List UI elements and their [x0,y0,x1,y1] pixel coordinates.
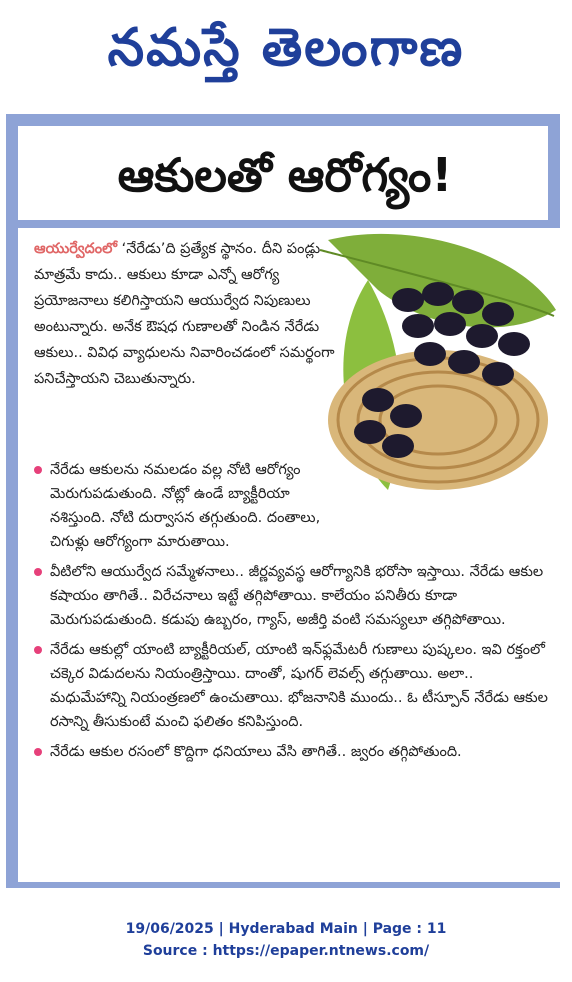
point-item [34,560,548,632]
lead-kicker: ఆయుర్వేదంలో [34,241,117,257]
article-headline: ఆకులతో ఆరోగ్యం! [117,148,453,202]
masthead-logo: నమస్తే తెలంగాణ [107,18,465,78]
point-item [34,458,328,554]
bullet-icon [34,466,42,474]
page-footer [0,918,572,962]
footer-source: Source : https://epaper.ntnews.com/ [142,943,430,959]
lead-body: ‘నేరేడు’ది ప్రత్యేక స్థానం. దీని పండ్లు మాత్రమే కాదు.. ఆకులు కూడా ఎన్నో ఆరోగ్య ప్రయోజనాలు కలిగిస్తాయని ఆయుర్వేద నిపుణులు అంటున్నారు. అనేక ఔషధ గుణాలతో నిండిన నేరేడు ఆకులు.. వివిధ వ్యాధులను నివారించడంలో సమర్థంగా పనిచేస్తాయని చెబుతున్నారు. [34,241,335,387]
bullet-icon [34,748,42,756]
bullet-icon [34,646,42,654]
article-lead [34,236,342,392]
footer-date-edition: 19/06/2025 | Hyderabad Main | Page : 11 [125,921,447,937]
point-text: నేరేడు ఆకులను నమలడం వల్ల నోటి ఆరోగ్యం మెరుగుపడుతుంది. నోట్లో ఉండే బ్యాక్టీరియా నశిస్తుంది. నోటి దుర్వాసన తగ్గుతుంది. దంతాలు, చిగుళ్లు ఆరోగ్యంగా మారుతాయి. [50,462,321,550]
frame-right-bar [548,114,560,228]
article-points [34,458,548,770]
bullet-icon [34,568,42,576]
frame-left-bar [6,114,18,886]
point-text: వీటిలోని ఆయుర్వేద సమ్మేళనాలు.. జీర్ణవ్యవస్థ ఆరోగ్యానికి భరోసా ఇస్తాయి. నేరేడు ఆకుల కషాయం తాగితే.. విరేచనాలు ఇట్టే తగ్గిపోతాయి. కాలేయం పనితీరు కూడా మెరుగుపడుతుంది. కడుపు ఉబ్బరం, గ్యాస్, అజీర్తి వంటి సమస్యలూ తగ్గిపోతాయి. [50,564,544,628]
point-item [34,638,548,734]
point-text: నేరేడు ఆకుల రసంలో కొద్దిగా ధనియాలు వేసి తాగితే.. జ్వరం తగ్గిపోతుంది. [50,744,462,760]
point-text: నేరేడు ఆకుల్లో యాంటి బ్యాక్టీరియల్, యాంటి ఇన్‌ఫ్లమేటరీ గుణాలు పుష్కలం. ఇవి రక్తంలో చక్కెర విడుదలను నియంత్రిస్తాయి. దాంతో, షుగర్ లెవల్స్ తగ్గుతాయి. అలా.. మధుమేహాన్ని నియంత్రణలో ఉంచుతాయి. భోజనానికి ముందు.. ఓ టీస్పూన్ నేరేడు ఆకుల రసాన్ని తీసుకుంటే మంచి ఫలితం కనిపిస్తుంది. [50,642,548,730]
frame-top-bar [6,114,560,126]
point-item [34,740,548,764]
frame-bottom-bar [6,882,560,888]
